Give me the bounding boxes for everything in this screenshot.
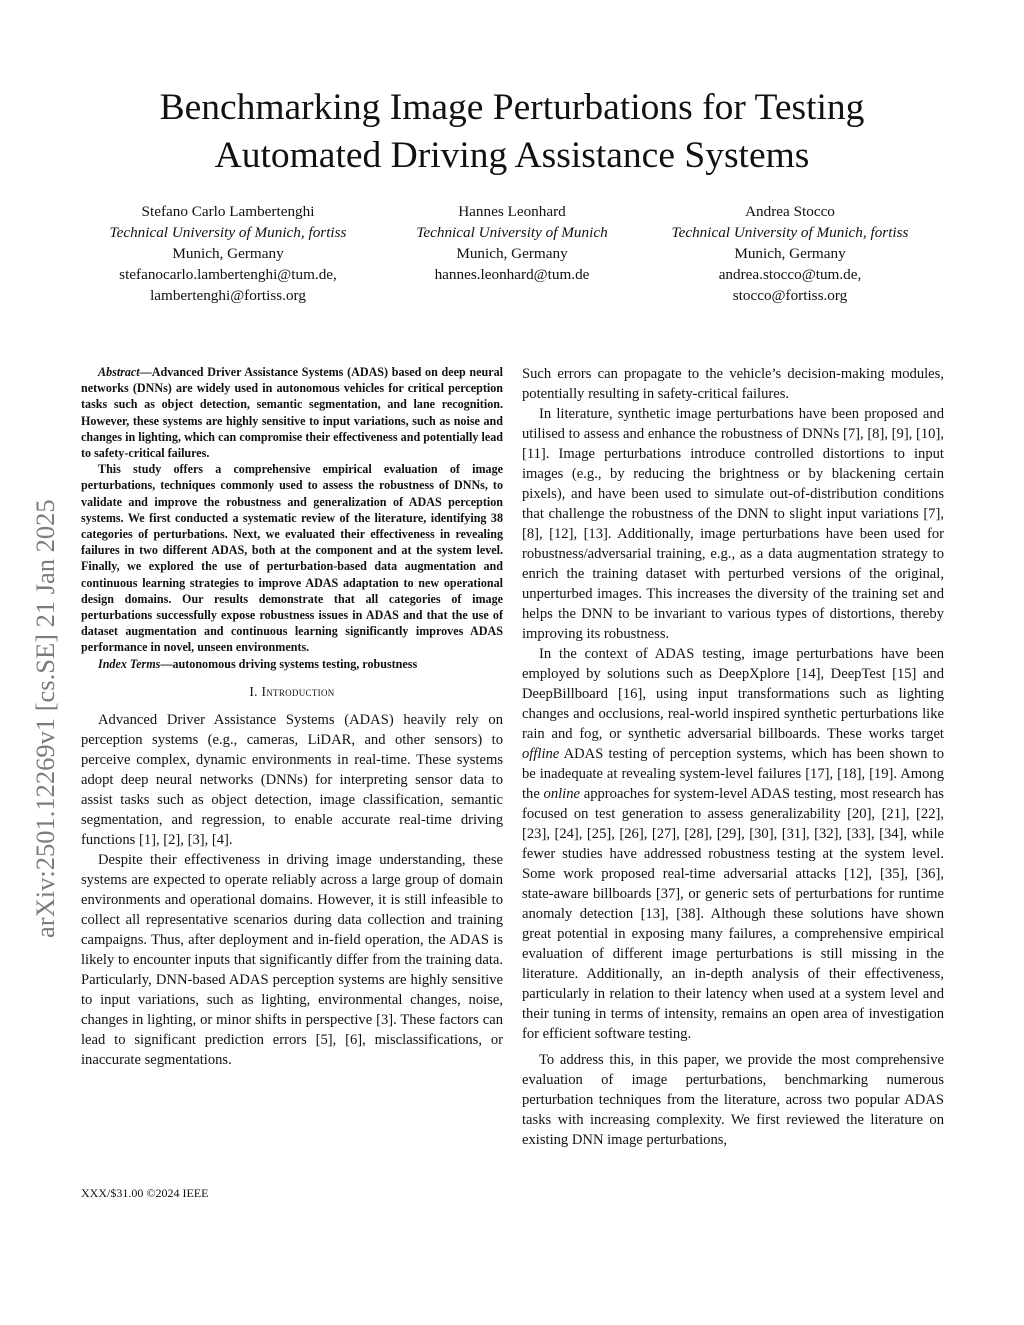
author-location: Munich, Germany — [172, 245, 284, 262]
left-column — [81, 364, 503, 1070]
body-paragraph-continued: Such errors can propagate to the vehicle’s decision-making modules, potentially resulting in safety-critical failures. — [522, 366, 944, 402]
author-email-secondary: stocco@fortiss.org — [732, 287, 848, 304]
index-terms: Index Terms—autonomous driving systems testing, robustness — [98, 656, 418, 671]
abstract-paragraph-1: Abstract—Advanced Driver Assistance Systems (ADAS) based on deep neural networks (DNNs) are widely used in autonomous vehicles for critical perception tasks such as object detection, semantic segmentation, and lane recognition. However, these systems are highly sensitive to input variations, such as noise and changes in lighting, which can compromise their effectiveness and potentially lead to safety-critical failures. — [81, 365, 503, 461]
title-line-2: Automated Driving Assistance Systems — [214, 135, 810, 176]
section-title: Introduction — [261, 683, 335, 699]
author-name: Stefano Carlo Lambertenghi — [141, 203, 315, 220]
author-location: Munich, Germany — [456, 245, 568, 262]
title-line-1: Benchmarking Image Perturbations for Testing — [159, 87, 865, 128]
author-email: stefanocarlo.lambertenghi@tum.de, — [119, 266, 337, 283]
author-location: Munich, Germany — [734, 245, 846, 262]
body-paragraph: Despite their effectiveness in driving image understanding, these systems are expected to operate reliably across a large group of domain environments and operational domains. However, it is still infeasible to collect all representative scenarios during data collection and training campaigns. Thus, after deployment and in-field operation, the ADAS is likely to encounter inputs that significantly differ from the training data. Particularly, DNN-based ADAS perception systems are highly sensitive to input variations, such as lighting, environmental changes, noise, changes in lighting, or minor shifts in perspective [3]. These factors can lead to significant prediction errors [5], [6], misclassifications, or inaccurate segmentations. — [81, 851, 503, 1068]
author-2 — [362, 201, 662, 285]
abstract-paragraph-2: This study offers a comprehensive empirical evaluation of image perturbations, techniques commonly used to assess the robustness of DNNs, to validate and improve the robustness and generalization of ADAS perception systems. We first conducted a systematic review of the literature, identifying 38 categories of perturbations. Next, we evaluated their effectiveness in revealing failures in two different ADAS, both at the component and at the system level. Finally, we explored the use of perturbation-based data augmentation and continuous learning strategies to improve ADAS adaptation to new operational design domains. Our results demonstrate that all categories of image perturbations successfully expose robustness issues in ADAS and that the use of dataset augmentation and continuous learning significantly improves ADAS performance in novel, unseen environments. — [81, 462, 503, 655]
emphasis-offline: offline — [522, 746, 560, 762]
author-affiliation: Technical University of Munich, fortiss — [671, 224, 909, 241]
section-heading-introduction — [81, 682, 503, 702]
body-paragraph: In the context of ADAS testing, image perturbations have been employed by solutions such as DeepXplore [14], DeepTest [15] and DeepBillboard [16], using input transformations such as lighting changes and occlusions, real-world inspired synthetic perturbations like rain and fog, or synthetic adversarial billboards. These works target offline ADAS testing of perception systems, which has been shown to be inadequate at revealing system-level failures [17], [18], [19]. Among the online approaches for system-level ADAS testing, most research has focused on test generation to assess generalizability [20], [21], [22], [23], [24], [25], [26], [27], [28], [29], [30], [31], [32], [33], [34], while fewer studies have addressed robustness testing at the system level. Some work proposed real-time adversarial attacks [12], [35], [36], state-aware billboards [37], or generic sets of perturbations for runtime anomaly detection [13], [38]. Although these solutions have shown great potential in exposing many failures, a comprehensive empirical evaluation of different image perturbations is still missing in the literature. Additionally, an in-depth analysis of their effectiveness, particularly in relation to their latency when used at a system level and their tuning in terms of intensity, remains an open area of investigation for efficient software testing. — [522, 646, 944, 1042]
index-terms-label: Index Terms — [98, 656, 161, 671]
body-paragraph: In literature, synthetic image perturbations have been proposed and utilised to assess and enhance the robustness of DNNs [7], [8], [9], [10], [11]. Image perturbations introduce controlled distortions to input images (e.g., by reducing the brightness or by blackening certain pixels), and have been used to simulate out-of-distribution conditions that challenge the robustness of the DNN to slight input variations [7], [8], [12], [13]. Additionally, image perturbations have been used for robustness/adversarial training, e.g., as a data augmentation strategy to enrich the training dataset with perturbed versions of the original, unperturbed images. This increases the diversity of the training set and helps the DNN to be invariant to various types of distortions, thereby improving its robustness. — [522, 406, 944, 642]
author-affiliation: Technical University of Munich — [416, 224, 608, 241]
right-column — [522, 364, 944, 1150]
author-1 — [78, 201, 378, 306]
emphasis-online: online — [543, 786, 581, 802]
paper-title — [60, 84, 964, 180]
author-3 — [640, 201, 940, 306]
author-email: andrea.stocco@tum.de, — [718, 266, 862, 283]
body-paragraph: Advanced Driver Assistance Systems (ADAS) heavily rely on perception systems (e.g., cameras, LiDAR, and other sensors) to perceive complex, dynamic environments in real-time. These systems adopt deep neural networks (DNNs) for interpreting sensor data to assist tasks such as object detection, image classification, semantic segmentation, and regression, to enable accurate real-time driving functions [1], [2], [3], [4]. — [81, 711, 503, 848]
author-email: hannes.leonhard@tum.de — [434, 266, 590, 283]
copyright-footer: XXX/$31.00 ©2024 IEEE — [81, 1186, 209, 1200]
arxiv-stamp: arXiv:2501.12269v1 [cs.SE] 21 Jan 2025 — [30, 499, 60, 938]
body-paragraph: To address this, in this paper, we provide the most comprehensive evaluation of image perturbations, benchmarking numerous perturbation techniques from the literature, across two popular ADAS tasks with increasing complexity. We first reviewed the literature on existing DNN image perturbations, — [522, 1052, 944, 1148]
author-name: Hannes Leonhard — [458, 203, 566, 220]
author-name: Andrea Stocco — [745, 203, 835, 220]
author-email-secondary: lambertenghi@fortiss.org — [150, 287, 306, 304]
author-affiliation: Technical University of Munich, fortiss — [109, 224, 347, 241]
abstract — [81, 364, 503, 672]
section-number: I. — [249, 683, 258, 699]
abstract-label: Abstract — [98, 365, 140, 379]
